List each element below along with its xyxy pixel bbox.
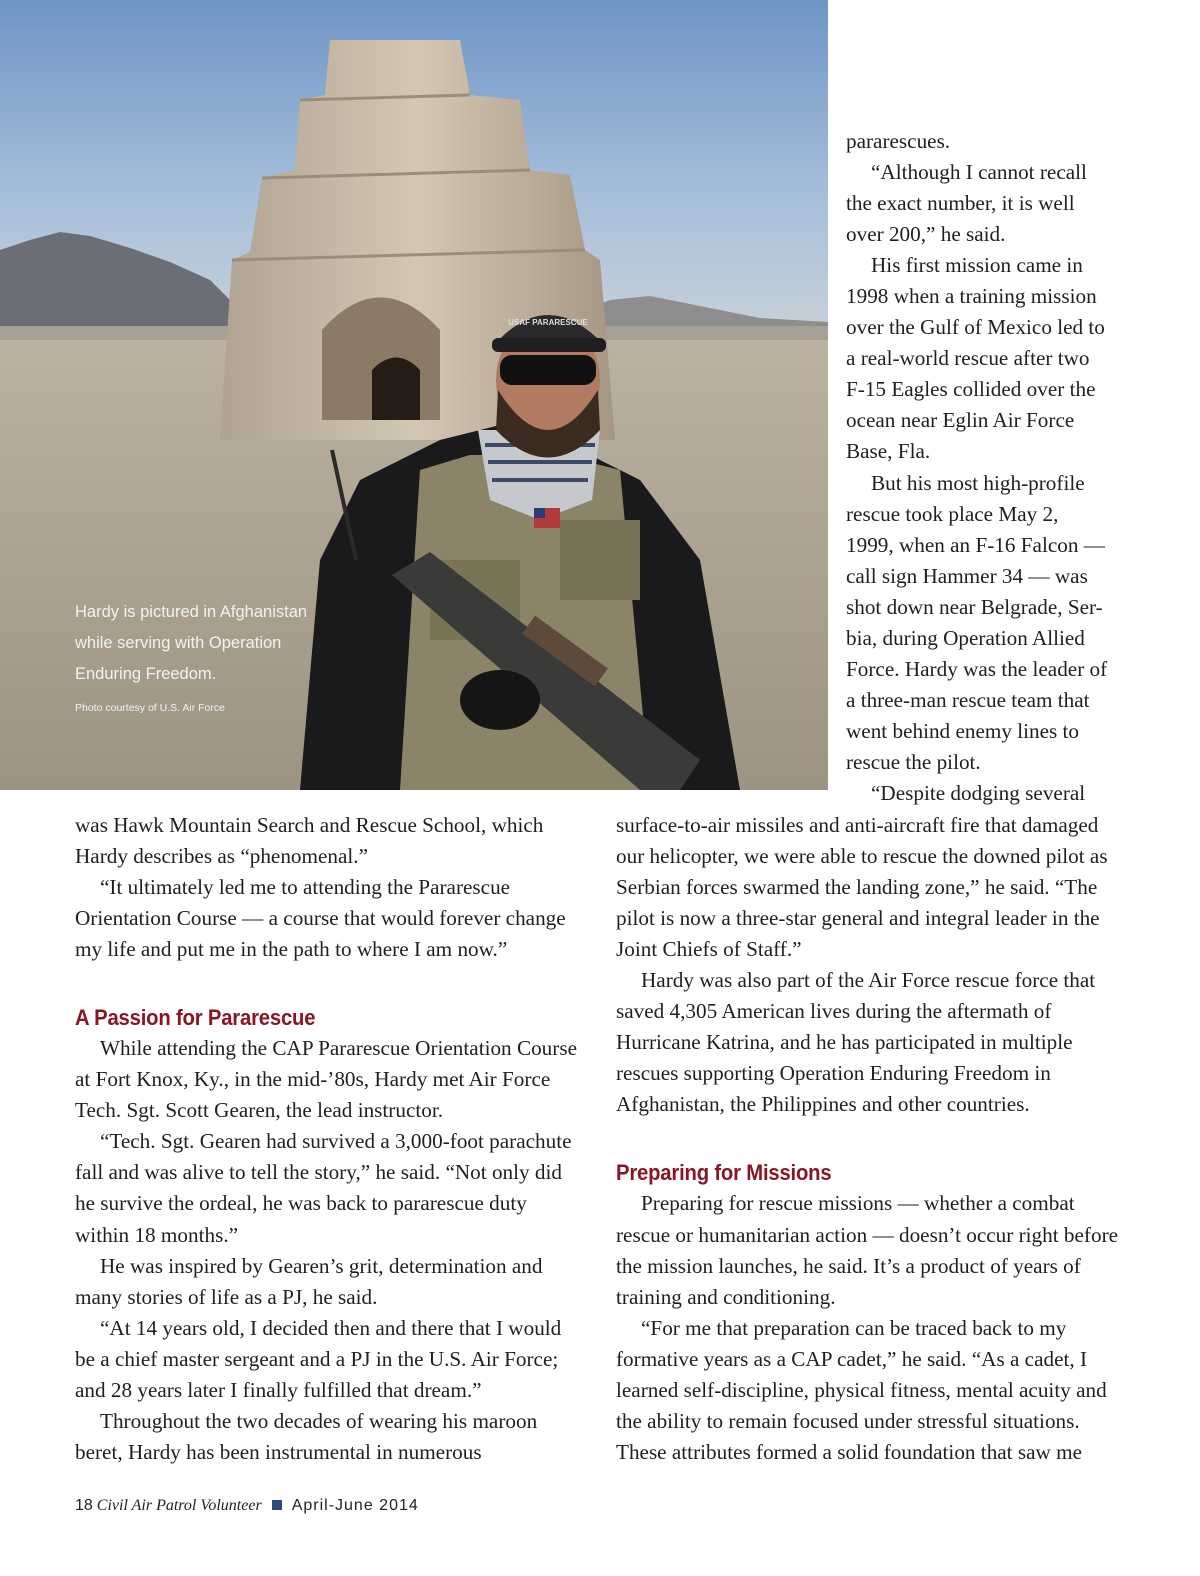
text-line: call sign Hammer 34 — was <box>846 563 1088 588</box>
text-line: ocean near Eglin Air Force <box>846 408 1075 433</box>
text-line: Base, Fla. <box>846 439 931 464</box>
body-paragraph: “At 14 years old, I decided then and there that I would be a chief master sergeant and a PJ in the U.S. Air Force; and 28 years later I finally fulfilled that dream.” <box>75 1315 562 1402</box>
body-paragraph: While attending the CAP Pararescue Orientation Course at Fort Knox, Ky., in the mid-’80s, Hardy met Air Force Tech. Sgt. Scott Gearen, the lead instructor. <box>75 1036 577 1123</box>
text-line: 1999, when an F-16 Falcon — <box>846 532 1105 557</box>
footer-square-bullet <box>272 1500 282 1510</box>
text-line: went behind enemy lines to <box>846 718 1080 743</box>
text-line: shot down near Belgrade, Ser- <box>846 594 1103 619</box>
body-paragraph: surface-to-air missiles and anti-aircraft fire that damaged our helicopter, we were able to rescue the downed pilot as Serbian forces swarmed the landing zone,” he said. “The pilot is now a three-star general and integral leader in the Joint Chiefs of Staff.” <box>616 813 1108 962</box>
body-paragraph: Throughout the two decades of wearing his maroon beret, Hardy has been instrumental in numerous <box>75 1408 538 1464</box>
body-paragraph: “Tech. Sgt. Gearen had survived a 3,000-foot parachute fall and was alive to tell the story,” he said. “Not only did he survive the ordeal, he was back to pararescue duty within 18 months.” <box>75 1129 572 1247</box>
text-line: 1998 when a training mission <box>846 284 1097 309</box>
top-right-column <box>846 126 1136 809</box>
top-right-text <box>846 126 1136 809</box>
body-paragraph: “It ultimately led me to attending the Pararescue Orientation Course — a course that would forever change my life and put me in the path to where I am now.” <box>75 875 566 962</box>
text-line: rescue took place May 2, <box>846 501 1059 526</box>
body-paragraph: Preparing for rescue missions — whether a combat rescue or humanitarian action — doesn’t occur right before the mission launches, he said. It’s a product of years of training and conditioning. <box>616 1191 1119 1309</box>
body-paragraph: was Hawk Mountain Search and Rescue School, which Hardy describes as “phenomenal.” <box>75 813 544 869</box>
text-line: over the Gulf of Mexico led to <box>846 315 1105 340</box>
text-line: over 200,” he said. <box>846 222 1006 247</box>
right-column <box>616 810 1124 1468</box>
text-line: rescue the pilot. <box>846 749 981 774</box>
text-line: “Although I cannot recall <box>871 160 1087 185</box>
section-heading: Preparing for Missions <box>616 1160 832 1186</box>
left-column <box>75 810 583 1468</box>
caption-line: while serving with Operation <box>75 634 282 652</box>
photo-caption <box>75 597 335 714</box>
photo-credit: Photo courtesy of U.S. Air Force <box>75 702 225 714</box>
publication-name: Civil Air Patrol Volunteer <box>96 1497 262 1514</box>
text-line: But his most high-profile <box>871 470 1085 495</box>
cap-logo-text: USAF PARARESCUE <box>508 318 588 327</box>
issue-date: April-June 2014 <box>291 1497 419 1514</box>
body-paragraph: “For me that preparation can be traced back to my formative years as a CAP cadet,” he said. “As a cadet, I learned self-discipline, physical fitness, mental acuity and the ability to remain focused under stressful situations. These attributes formed a solid foundation that saw me <box>616 1315 1107 1464</box>
body-paragraph: Hardy was also part of the Air Force rescue force that saved 4,305 American lives during the aftermath of Hurricane Katrina, and he has participated in multiple rescues supporting Operation Enduring Freedom in Afghanistan, the Philippines and other countries. <box>616 968 1096 1117</box>
caption-line: Hardy is pictured in Afghanistan <box>75 603 308 621</box>
text-line: the exact number, it is well <box>846 191 1075 216</box>
text-line: a three-man rescue team that <box>846 687 1090 712</box>
page-footer <box>75 1497 419 1515</box>
feature-photo <box>0 0 828 790</box>
text-line: His first mission came in <box>871 253 1083 278</box>
section-heading: A Passion for Pararescue <box>75 1005 316 1031</box>
body-paragraph: He was inspired by Gearen’s grit, determination and many stories of life as a PJ, he said. <box>75 1253 543 1309</box>
text-line: bia, during Operation Allied <box>846 625 1085 650</box>
text-line: Force. Hardy was the leader of <box>846 656 1108 681</box>
text-line: F-15 Eagles collided over the <box>846 377 1096 402</box>
caption-line: Enduring Freedom. <box>75 665 217 683</box>
text-line: “Despite dodging several <box>871 780 1086 805</box>
text-line: pararescues. <box>846 129 951 153</box>
text-line: a real-world rescue after two <box>846 346 1090 371</box>
page-number: 18 <box>75 1497 93 1514</box>
